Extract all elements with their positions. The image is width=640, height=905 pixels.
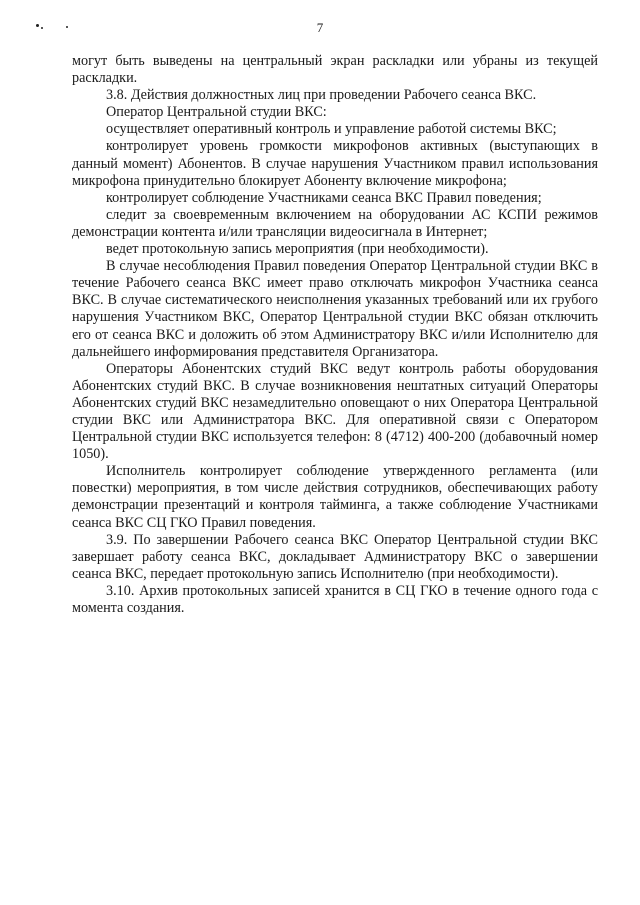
- paragraph: Исполнитель контролирует соблюдение утвержденного регламента (или повестки) мероприятия, в том числе действия сотрудников, обеспечивающих работу демонстрации презентаций и контроля тайминга, а также соблюдение Участниками сеанса ВКС СЦ ГКО Правил поведения.: [72, 463, 598, 531]
- list-item: осуществляет оперативный контроль и управление работой системы ВКС;: [106, 121, 557, 138]
- section-paragraph: 3.10. Архив протокольных записей хранится в СЦ ГКО в течение одного года с момента создания.: [72, 582, 598, 616]
- paragraph: Оператор Центральной студии ВКС:: [106, 104, 327, 121]
- document-body: [72, 53, 598, 617]
- section-paragraph: 3.9. По завершении Рабочего сеанса ВКС Оператор Центральной студии ВКС завершает работу сеанса ВКС, докладывает Администратору ВКС о завершении сеанса ВКС, передает протокольную запись Исполнителю (при необходимости).: [72, 531, 598, 582]
- list-item: контролирует соблюдение Участниками сеанса ВКС Правил поведения;: [106, 189, 542, 206]
- page-number: 7: [316, 20, 324, 35]
- list-item: контролирует уровень громкости микрофонов активных (выступающих в данный момент) Абонентов. В случае нарушения Участником правил использования микрофона принудительно блокирует Абоненту включение микрофона;: [72, 138, 598, 189]
- section-heading: 3.8. Действия должностных лиц при проведении Рабочего сеанса ВКС.: [106, 87, 537, 104]
- list-item: ведет протокольную запись мероприятия (при необходимости).: [106, 241, 489, 258]
- paragraph: могут быть выведены на центральный экран раскладки или убраны из текущей раскладки.: [72, 53, 598, 87]
- paragraph: Операторы Абонентских студий ВКС ведут контроль работы оборудования Абонентских студий ВКС. В случае возникновения нештатных ситуаций Операторы Абонентских студий ВКС незамедлительно оповещают о них Оператора Центральной студии ВКС или Администратора ВКС. Для оперативной связи с Оператором Центральной студии ВКС используется телефон: 8 (4712) 400-200 (добавочный номер 1050).: [72, 360, 598, 463]
- list-item: следит за своевременным включением на оборудовании АС КСПИ режимов демонстрации контента и/или трансляции видеосигнала в Интернет;: [72, 206, 598, 240]
- paragraph: В случае несоблюдения Правил поведения Оператор Центральной студии ВКС в течение Рабочего сеанса ВКС имеет право отключать микрофон Участника сеанса ВКС. В случае систематического неисполнения указанных требований или их грубого нарушения Участником ВКС, Оператор Центральной студии ВКС обязан отключить его от сеанса ВКС и доложить об этом Администратору ВКС и/или Исполнителю для дальнейшего информирования представителя Организатора.: [72, 258, 598, 360]
